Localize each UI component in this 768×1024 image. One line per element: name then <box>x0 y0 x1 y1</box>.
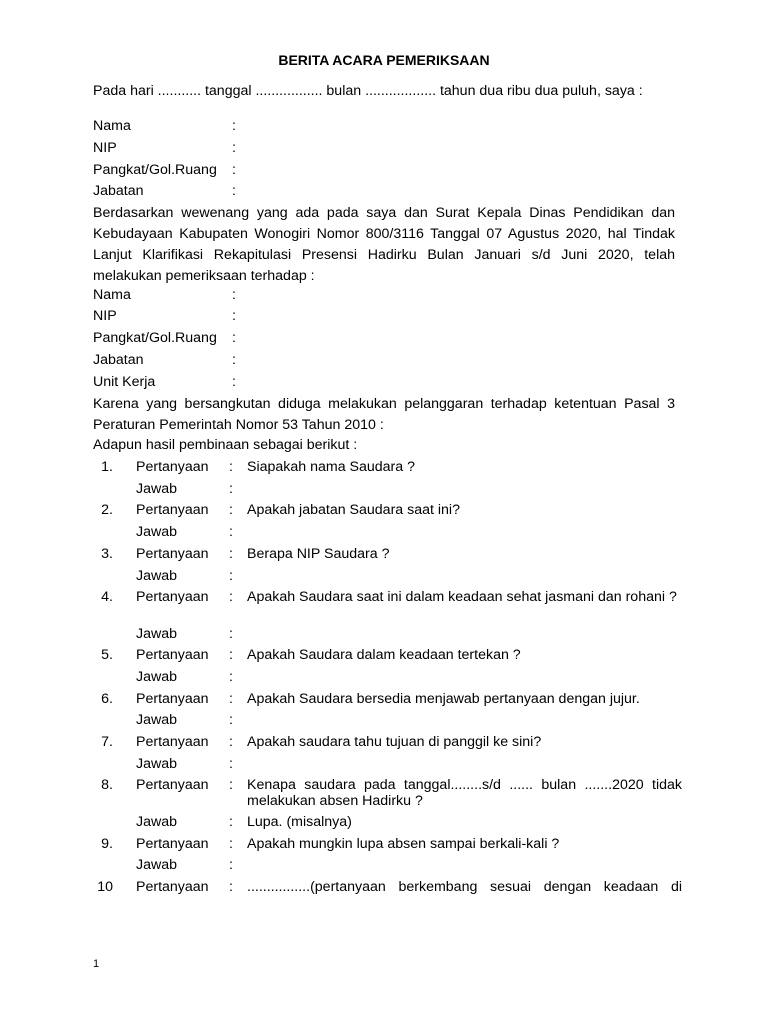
field-colon: : <box>232 162 236 178</box>
question-number: 8. <box>101 777 113 793</box>
question-label: Pertanyaan <box>136 836 209 852</box>
field-colon: : <box>229 647 233 663</box>
question-label: Pertanyaan <box>136 734 209 750</box>
field-colon: : <box>229 524 233 540</box>
question-text: Apakah Saudara dalam keadaan tertekan ? <box>247 647 521 663</box>
field-colon: : <box>229 502 233 518</box>
answer-row <box>0 812 768 832</box>
field-label: Pangkat/Gol.Ruang <box>93 330 217 346</box>
question-label: Pertanyaan <box>136 647 209 663</box>
question-row <box>0 500 768 520</box>
field-colon: : <box>229 459 233 475</box>
question-label: Pertanyaan <box>136 589 209 605</box>
question-number: 2. <box>101 502 113 518</box>
question-row <box>0 732 768 752</box>
field-colon: : <box>232 352 236 368</box>
question-label: Pertanyaan <box>136 777 209 793</box>
question-number: 4. <box>101 589 113 605</box>
question-text: Apakah Saudara bersedia menjawab pertanyaan dengan jujur. <box>247 691 640 707</box>
field-colon: : <box>232 374 236 390</box>
field-colon: : <box>229 626 233 642</box>
question-row <box>0 645 768 665</box>
field-colon: : <box>232 118 236 134</box>
question-label: Pertanyaan <box>136 691 209 707</box>
field-colon: : <box>229 777 233 793</box>
field-colon: : <box>229 691 233 707</box>
answer-label: Jawab <box>136 481 178 497</box>
answer-label: Jawab <box>136 814 178 830</box>
answer-label: Jawab <box>136 568 178 584</box>
field-colon: : <box>229 879 233 895</box>
question-number: 10 <box>97 879 113 895</box>
question-row <box>0 775 768 809</box>
answer-label: Jawab <box>136 857 178 873</box>
field-colon: : <box>229 669 233 685</box>
field-colon: : <box>229 712 233 728</box>
field-label: Jabatan <box>93 352 144 368</box>
question-number: 1. <box>101 459 113 475</box>
question-text: Siapakah nama Saudara ? <box>247 459 416 475</box>
question-row <box>0 834 768 854</box>
question-number: 9. <box>101 836 113 852</box>
answer-row <box>0 522 768 542</box>
answer-row <box>0 855 768 875</box>
field-colon: : <box>229 814 233 830</box>
field-colon: : <box>232 308 236 324</box>
answer-row <box>0 624 768 644</box>
field-colon: : <box>229 568 233 584</box>
field-colon: : <box>232 287 236 303</box>
question-label: Pertanyaan <box>136 502 209 518</box>
field-colon: : <box>229 734 233 750</box>
answer-label: Jawab <box>136 669 178 685</box>
field-colon: : <box>229 857 233 873</box>
field-colon: : <box>232 183 236 199</box>
page-number: 1 <box>93 958 100 970</box>
question-label: Pertanyaan <box>136 879 209 895</box>
field-label: Pangkat/Gol.Ruang <box>93 162 217 178</box>
answer-label: Jawab <box>136 524 178 540</box>
question-text: Kenapa saudara pada tanggal........s/d ...... bulan .......2020 tidak melakukan absen Hadirku ? <box>247 777 682 809</box>
answer-row <box>0 754 768 774</box>
field-label: Nama <box>93 118 131 134</box>
question-number: 3. <box>101 546 113 562</box>
question-label: Pertanyaan <box>136 546 209 562</box>
field-label: Jabatan <box>93 183 144 199</box>
question-text: Berapa NIP Saudara ? <box>247 546 390 562</box>
field-colon: : <box>229 546 233 562</box>
answer-text: Lupa. (misalnya) <box>247 814 352 830</box>
answer-row <box>0 479 768 499</box>
question-label: Pertanyaan <box>136 459 209 475</box>
question-number: 7. <box>101 734 113 750</box>
field-colon: : <box>229 756 233 772</box>
field-colon: : <box>232 140 236 156</box>
field-colon: : <box>229 836 233 852</box>
field-colon: : <box>232 330 236 346</box>
field-label: Nama <box>93 287 131 303</box>
results-intro: Adapun hasil pembinaan sebagai berikut : <box>93 437 358 453</box>
question-text: Apakah jabatan Saudara saat ini? <box>247 502 460 518</box>
question-text: ................(pertanyaan berkembang sesuai dengan keadaan di <box>247 879 682 895</box>
question-text: Apakah mungkin lupa absen sampai berkali-kali ? <box>247 836 560 852</box>
answer-label: Jawab <box>136 756 178 772</box>
question-row <box>0 457 768 477</box>
answer-row <box>0 710 768 730</box>
question-number: 6. <box>101 691 113 707</box>
field-label: NIP <box>93 308 117 324</box>
reason-paragraph: Karena yang bersangkutan diduga melakukan pelanggaran terhadap ketentuan Pasal 3 Peraturan Pemerintah Nomor 53 Tahun 2010 : <box>93 396 675 433</box>
answer-label: Jawab <box>136 626 178 642</box>
question-text: Apakah Saudara saat ini dalam keadaan sehat jasmani dan rohani ? <box>247 589 677 605</box>
document-title: BERITA ACARA PEMERIKSAAN <box>278 52 490 68</box>
answer-row <box>0 667 768 687</box>
basis-paragraph: Berdasarkan wewenang yang ada pada saya dan Surat Kepala Dinas Pendidikan dan Kebudayaan Kabupaten Wonogiri Nomor 800/3116 Tanggal 07 Agustus 2020, hal Tindak Lanjut Klarifikasi Rekapitulasi Presensi Hadirku Bulan Januari s/d Juni 2020, telah melakukan pemeriksaan terhadap : <box>93 205 675 284</box>
field-colon: : <box>229 481 233 497</box>
answer-row <box>0 566 768 586</box>
question-row <box>0 587 768 607</box>
field-label: NIP <box>93 140 117 156</box>
question-text: Apakah saudara tahu tujuan di panggil ke sini? <box>247 734 542 750</box>
question-row <box>0 544 768 564</box>
field-label: Unit Kerja <box>93 374 156 390</box>
answer-label: Jawab <box>136 712 178 728</box>
question-row <box>0 877 768 897</box>
field-colon: : <box>229 589 233 605</box>
question-number: 5. <box>101 647 113 663</box>
intro-paragraph: Pada hari ........... tanggal ................. bulan .................. tahun dua ribu dua puluh, saya : <box>93 83 643 99</box>
question-row <box>0 689 768 709</box>
